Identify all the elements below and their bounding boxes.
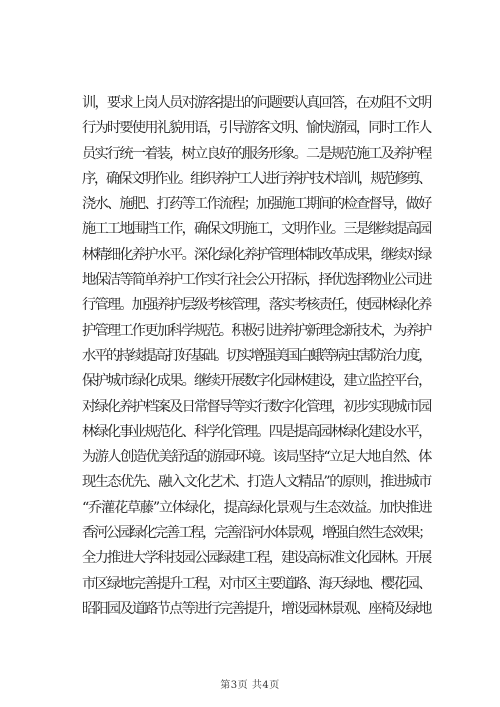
- text-line: “乔灌花草藤”立体绿化，提高绿化景观与生态效益。加快推进: [82, 499, 432, 516]
- text-line: 施工工地围挡工作，确保文明施工，文明作业。三是继续提高园: [82, 221, 431, 238]
- text-line: 序，确保文明作业。组织养护工人进行养护技术培训，规范修剪、: [82, 170, 431, 187]
- text-line: 保护城市绿化成果。继续开展数字化园林建设，建立监控平台，: [82, 373, 431, 390]
- text-line: 林精细化养护水平。深化绿化养护管理体制改革成果，继续对绿: [82, 246, 431, 263]
- text-line: 对绿化养护档案及日常督导等实行数字化管理，初步实现城市园: [82, 398, 431, 415]
- page-footer: 第3页 共4页: [220, 680, 280, 691]
- text-line: 行管理。加强养护层级考核管理，落实考核责任，使园林绿化养: [82, 297, 431, 314]
- text-line: 为游人创造优美舒适的游园环境。该局坚持“立足大地自然、体: [82, 449, 431, 466]
- text-line: 昭阳园及道路节点等进行完善提升，增设园林景观、座椅及绿地: [82, 600, 431, 617]
- text-line: 地保洁等简单养护工作实行社会公开招标，择优选择物业公司进: [82, 272, 431, 289]
- text-line: 香河公园绿化完善工程，完善沿河水体景观，增强自然生态效果；: [82, 525, 431, 542]
- text-line: 市区绿地完善提升工程，对市区主要道路、海天绿地、樱花园、: [82, 575, 431, 592]
- text-line: 训，要求上岗人员对游客提出的问题要认真回答，在劝阻不文明: [82, 95, 431, 111]
- text-line: 行为时要使用礼貌用语，引导游客文明、愉快游园，同时工作人: [82, 120, 431, 137]
- text-line: 护管理工作更加科学规范。积极引进养护新理念新技术，为养护: [82, 322, 431, 339]
- text-line: 水平的持续提高打好基础。切实增强美国白蛾等病虫害防治力度，: [82, 347, 431, 364]
- text-line: 浇水、施肥、打药等工作流程；加强施工期间的检查督导，做好: [82, 196, 431, 213]
- body-text: [82, 91, 432, 622]
- text-line: 员实行统一着装，树立良好的服务形象。二是规范施工及养护程: [82, 145, 431, 162]
- text-line: 现生态优先、融入文化艺术、打造人文精品”的原则，推进城市: [82, 474, 431, 491]
- text-line: 全力推进大学科技园公园绿建工程，建设高标准文化园林。开展: [82, 550, 431, 567]
- text-line: 林绿化事业规范化、科学化管理。四是提高园林绿化建设水平，: [82, 423, 431, 440]
